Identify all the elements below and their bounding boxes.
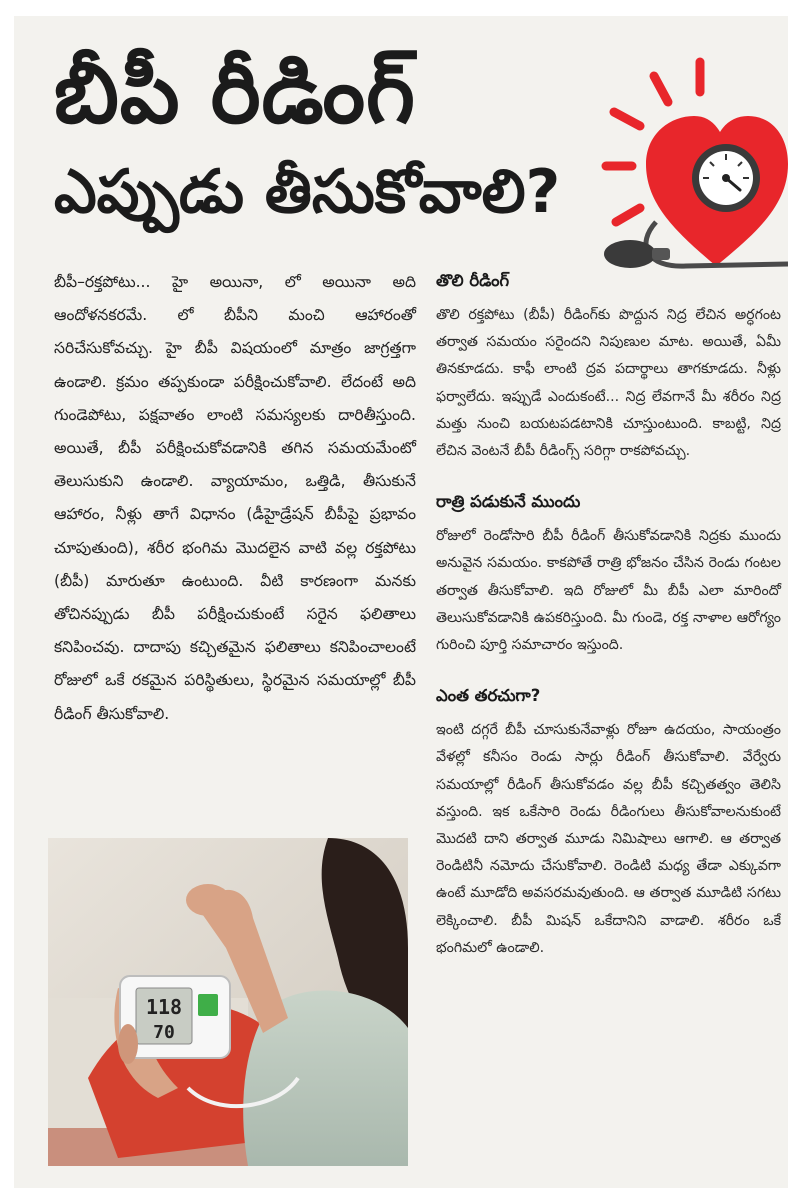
section-heading: రాత్రి పడుకునే ముందు [436,492,581,512]
headline-line-2: ఎప్పుడు తీసుకోవాలి? [54,157,561,227]
bp-monitor-photo [48,838,408,1166]
intro-paragraph: బీపీ–రక్తపోటు... హై అయినా, లో అయినా అది ఆందోళనకరమే. లో బీపీని మంచి ఆహారంతో సరిచేసుకోవచ్చు. హై బీపీ విషయంలో మాత్రం జాగ్రత్తగా ఉండాలి. క్రమం తప్పకుండా పరీక్షించుకోవాలి. లేదంటే అది గుండెపోటు, పక్షవాతం లాంటి సమస్యలకు దారితీస్తుంది. అయితే, బీపీ పరీక్షించుకోవడానికి తగిన సమయమేంటో తెలుసుకుని ఉండాలి. వ్యాయామం, ఒత్తిడి, తీసుకునే ఆహారం, నీళ్లు తాగే విధానం (డీహైడ్రేషన్ బీపీపై ప్రభావం చూపుతుంది), శరీర భంగిమ మొదలైన వాటి వల్ల రక్తపోటు (బీపీ) మారుతూ ఉంటుంది. వీటి కారణంగా మనకు తోచినప్పుడు బీపీ పరీక్షించుకుంటే సరైన ఫలితాలు కనిపించవు. దాదాపు కచ్చితమైన ఫలితాలు కనిపించాలంటే రోజులో ఒకే రకమైన పరిస్థితులు, స్థిరమైన సమయాల్లో బీపీ రీడింగ్ తీసుకోవాలి. [54,273,416,723]
pressure-gauge-icon [692,144,760,212]
sections-column [436,266,781,984]
headline-line-1: బీపీ రీడింగ్ [54,44,417,142]
section-heading: ఎంత తరచుగా? [436,686,541,706]
section-before-bed [436,487,781,659]
section-body: ఇంటి దగ్గరే బీపీ చూసుకునేవాళ్లు రోజూ ఉదయం, సాయంత్రం వేళల్లో కనీసం రెండు సార్లు రీడింగ్ తీసుకోవాలి. వేర్వేరు సమయాల్లో రీడింగ్ తీసుకోవడం వల్ల బీపీ కచ్చితత్వం తెలిసి వస్తుంది. ఇక ఒకేసారి రెండు రీడింగులు తీసుకోవాలనుకుంటే మొదటి దాని తర్వాత మూడు నిమిషాలు ఆగాలి. ఆ తర్వాత రెండిటినీ నమోదు చేసుకోవాలి. రెండిటి మధ్య తేడా ఎక్కువగా ఉంటే మూడోది అవసరమవుతుంది. ఆ తర్వాత మూడిటి సగటు లెక్కించాలి. బీపీ మిషన్ ఒకేదానిని వాడాలి. శరీరం ఒకే భంగిమలో ఉండాలి. [436,722,781,956]
section-body: తొలి రక్తపోటు (బీపీ) రీడింగ్‌కు పొద్దున నిద్ర లేచిన అర్ధగంట తర్వాత సమయం సరైందని నిపుణుల మాట. అయితే, ఏమీ తినకూడదు. కాఫీ లాంటి ద్రవ పదార్థాలు తాగకూడదు. నీళ్లు ఫర్వాలేదు. ఇప్పుడే ఎందుకంటే... నిద్ర లేవగానే మీ శరీరం నిద్ర మత్తు నుంచి బయటపడటానికి చూస్తుంటుంది. కాబట్టి, నిద్ర లేచిన వెంటనే బీపీ రీడింగ్స్ సరిగ్గా రాకపోవచ్చు. [436,307,781,460]
systolic-reading: 118 [145,995,183,1019]
headline [54,38,634,236]
section-first-reading [436,266,781,465]
section-heading: తొలి రీడింగ్ [436,271,510,290]
section-body: రోజులో రెండోసారి బీపీ రీడింగ్ తీసుకోవడానికి నిద్రకు ముందు అనువైన సమయం. కాకపోతే రాత్రి భోజనం చేసిన రెండు గంటల తర్వాత తీసుకోవాలి. ఇది రోజులో మీ బీపీ ఎలా మారిందో తెలుసుకోవడానికి ఉపకరిస్తుంది. మీ గుండె, రక్త నాళాల ఆరోగ్యం గురించి పూర్తి సమాచారం ఇస్తుంది. [436,528,781,654]
section-how-often [436,681,781,962]
heart-gauge-illustration [596,54,788,284]
diastolic-reading: 70 [153,1022,175,1043]
newspaper-page [14,16,788,1188]
